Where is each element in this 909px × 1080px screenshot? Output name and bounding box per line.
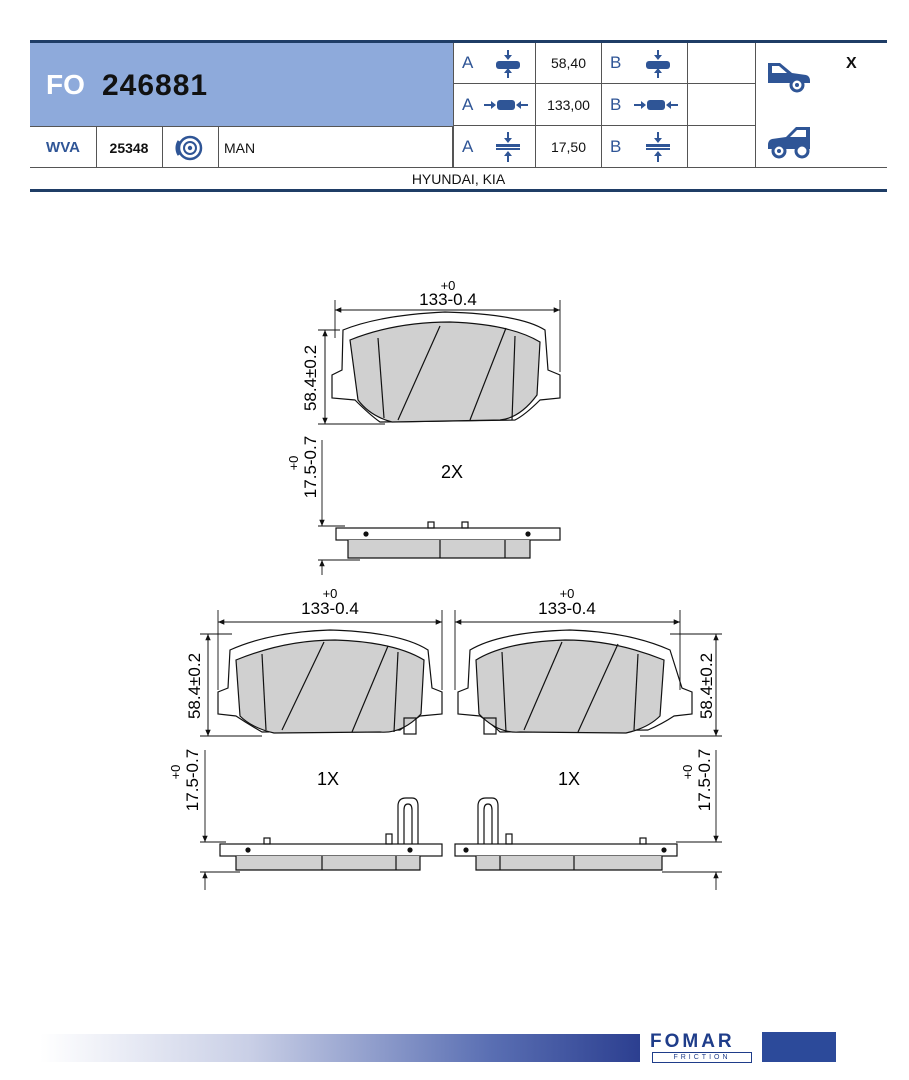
footer-gradient-bar: [40, 1034, 640, 1062]
left-pad-side-view: [220, 798, 442, 870]
wva-label: WVA: [30, 127, 97, 168]
left-thick-tol: +0: [168, 764, 183, 780]
top-height-label: 58.4±0.2: [301, 344, 320, 412]
top-pad-side-view: [336, 522, 560, 558]
left-pad-group: [218, 630, 442, 734]
right-quantity: 1X: [557, 769, 581, 789]
brand-logo: [644, 1029, 756, 1063]
brand-name: FOMAR: [650, 1031, 735, 1052]
dim-b-label: B: [610, 53, 622, 72]
front-axle-mark: X: [846, 55, 857, 72]
dim-a-height-value: 58,40: [550, 55, 587, 71]
dim-a-width-value: 133,00: [547, 96, 590, 113]
left-thick-label: 17.5-0.7: [183, 748, 202, 812]
vehicle-makes: HYUNDAI, KIA: [30, 167, 887, 190]
product-prefix: FO: [46, 69, 85, 100]
brand-tagline: FRICTION: [652, 1052, 752, 1063]
left-quantity: 1X: [316, 769, 340, 789]
right-width-label: 133-0.4: [538, 599, 596, 618]
left-width-label: 133-0.4: [301, 599, 359, 618]
top-pad-group: [332, 312, 560, 422]
dim-a-label: A: [462, 94, 474, 114]
top-width-tol: +0: [440, 278, 456, 293]
dim-a-thickness-value: 17,50: [550, 138, 587, 155]
top-quantity: 2X: [440, 462, 464, 482]
dim-b-label: B: [610, 136, 622, 156]
product-code: 246881: [102, 69, 209, 102]
wva-number: 25348: [96, 127, 163, 168]
dim-a-label: A: [462, 53, 474, 72]
top-width-label: 133-0.4: [419, 290, 477, 309]
footer-brand-block: [762, 1032, 836, 1062]
left-width-tol: +0: [322, 586, 338, 601]
left-height-label: 58.4±0.2: [185, 652, 204, 720]
right-thick-label: 17.5-0.7: [695, 748, 714, 812]
right-width-tol: +0: [559, 586, 575, 601]
system-type: MAN: [218, 127, 453, 168]
right-pad-side-view: [455, 798, 677, 870]
right-pad-group: [458, 630, 692, 734]
top-thick-label: 17.5-0.7: [301, 435, 320, 499]
top-pad-friction: [350, 322, 540, 422]
right-thick-tol: +0: [680, 764, 695, 780]
top-thick-tol: +0: [286, 455, 301, 471]
right-height-label: 58.4±0.2: [697, 652, 716, 720]
dim-b-label: B: [610, 94, 622, 114]
dim-a-label: A: [462, 136, 474, 156]
